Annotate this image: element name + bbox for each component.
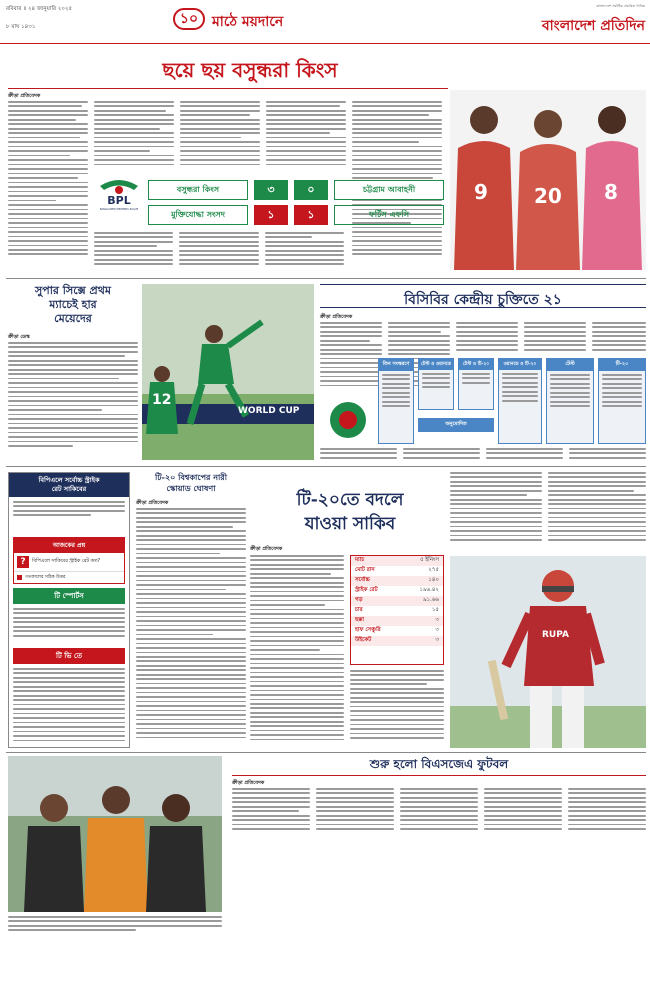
stats-label: সর্বোচ্চ bbox=[355, 577, 370, 583]
page-number-badge bbox=[173, 8, 205, 30]
kings-players-photo bbox=[450, 90, 646, 270]
score-row-1-away: চট্টগ্রাম আবাহনী bbox=[334, 180, 444, 200]
logo-text: বাংলাদেশ প্রতিদিন bbox=[541, 18, 645, 34]
contracts-body-5 bbox=[592, 322, 646, 354]
question-label: আজকের প্রশ্ন bbox=[14, 538, 124, 553]
shakib-stats-table bbox=[350, 555, 444, 665]
contracts-body-bottom bbox=[320, 448, 646, 462]
section-title: মাঠে ময়দানে bbox=[212, 14, 284, 30]
bpl-box-body bbox=[9, 497, 129, 533]
women-headline-line-1: সুপার সিক্সে প্রথম bbox=[35, 284, 111, 297]
contracts-approved-badge: অনুমোদিত bbox=[418, 418, 494, 432]
tv-label bbox=[13, 648, 125, 664]
score-row-1-away-score: ০ bbox=[294, 180, 328, 200]
stats-label: ছক্কা bbox=[355, 617, 364, 623]
contracts-body-1 bbox=[320, 322, 382, 394]
stats-value: ৯১.৬৬ bbox=[422, 597, 439, 603]
stats-row bbox=[351, 586, 443, 596]
answer-label: গতকালের সঠিক উত্তর bbox=[25, 575, 66, 580]
jersey-number-2: 20 bbox=[534, 184, 562, 208]
lead-column-lower bbox=[94, 232, 344, 274]
contracts-col-1 bbox=[378, 358, 414, 444]
stats-row bbox=[351, 556, 443, 566]
stats-value: ১৯৬.৪২ bbox=[419, 587, 439, 593]
score-row-2-home: মুক্তিযোদ্ধা সংসদ bbox=[148, 205, 248, 225]
shakib-body-3 bbox=[450, 472, 542, 550]
women-story-headline bbox=[8, 284, 138, 326]
contracts-col-3-header: টেস্ট ও টি-২০ bbox=[459, 359, 493, 370]
contracts-col-6-header: টি-২০ bbox=[599, 359, 645, 371]
stats-value: ৫ ইনিংস bbox=[419, 557, 439, 563]
stats-value: ২৭৫ bbox=[428, 567, 439, 573]
answer-row bbox=[14, 571, 124, 583]
contracts-headline: বিসিবির কেন্দ্রীয় চুক্তিতে ২১ bbox=[404, 292, 562, 308]
lead-column-1 bbox=[8, 101, 88, 269]
referees-caption bbox=[8, 916, 222, 942]
contracts-col-2-header: টেস্ট ও ওয়ানডে bbox=[419, 359, 453, 370]
contracts-col-2 bbox=[418, 358, 454, 410]
date-bangla: ৮ মাঘ ১৪৩১ bbox=[6, 24, 36, 30]
stats-value: ৩ bbox=[435, 617, 439, 623]
contracts-table bbox=[378, 358, 646, 444]
date-line bbox=[6, 6, 156, 32]
bpl-info-box bbox=[8, 472, 130, 748]
bpl-logo bbox=[94, 176, 144, 216]
contracts-col-4 bbox=[498, 358, 542, 444]
masthead bbox=[0, 0, 650, 44]
contracts-body-4 bbox=[524, 322, 586, 354]
stats-row bbox=[351, 566, 443, 576]
tv-schedule bbox=[9, 668, 129, 754]
score-row-2-home-score: ১ bbox=[254, 205, 288, 225]
bcb-logo-icon bbox=[324, 398, 372, 442]
shakib-photo bbox=[450, 556, 646, 748]
shakib-body-1 bbox=[250, 555, 344, 749]
shakib-batting-illustration bbox=[450, 556, 646, 748]
score-row-2-away: ফর্টিস এফসি bbox=[334, 205, 444, 225]
jersey-number-3: 8 bbox=[604, 180, 618, 204]
score-row-1-home-score: ৩ bbox=[254, 180, 288, 200]
women-photo-jersey: 12 bbox=[152, 392, 172, 408]
stats-row bbox=[351, 626, 443, 636]
football-headline: শুরু হলো বিএসজেএ ফুটবল bbox=[369, 757, 509, 771]
shakib-body-4 bbox=[548, 472, 646, 550]
lead-column-2 bbox=[94, 101, 174, 171]
women-story-byline: ক্রীড়া ডেস্ক bbox=[8, 334, 30, 340]
scorecard bbox=[148, 180, 444, 226]
stats-label: ম্যাচ bbox=[355, 557, 365, 563]
womens-t20-headline-1: টি-২০ বিশ্বকাপের নারী bbox=[155, 472, 227, 482]
stats-row bbox=[351, 616, 443, 626]
shakib-byline: ক্রীড়া প্রতিবেদক bbox=[250, 546, 283, 552]
stats-row bbox=[351, 576, 443, 586]
football-byline: ক্রীড়া প্রতিবেদক bbox=[232, 780, 265, 786]
score-row-2-away-score: ১ bbox=[294, 205, 328, 225]
score-row-1 bbox=[148, 180, 444, 200]
shakib-stats bbox=[351, 556, 443, 646]
stats-value: ১৫ bbox=[431, 607, 439, 613]
stats-label: গড় bbox=[355, 597, 363, 603]
shakib-body-2 bbox=[350, 670, 444, 748]
stats-label: স্ট্রাইক রেট bbox=[355, 587, 378, 593]
contracts-col-6 bbox=[598, 358, 646, 444]
t-sports-schedule bbox=[9, 608, 129, 644]
question-section bbox=[13, 537, 125, 584]
referees-photo bbox=[8, 756, 222, 912]
shakib-headline-2: যাওয়া সাকিব bbox=[304, 514, 396, 534]
lead-headline: ছয়ে ছয় বসুন্ধরা কিংস bbox=[162, 58, 338, 82]
women-headline-line-3: মেয়েদের bbox=[54, 312, 92, 325]
shakib-shirt-text: RUPA bbox=[542, 630, 569, 640]
section-divider-2 bbox=[6, 466, 646, 467]
shakib-headline bbox=[250, 488, 450, 536]
score-row-1-home: বসুন্ধরা কিংস bbox=[148, 180, 248, 200]
section-divider-1 bbox=[6, 278, 646, 279]
football-headline-rule bbox=[232, 775, 646, 776]
stats-value: ১৪০ bbox=[428, 577, 439, 583]
jersey-number-1: 9 bbox=[474, 180, 488, 204]
page-number: ১০ bbox=[179, 11, 199, 27]
women-story-body bbox=[8, 342, 138, 460]
contracts-headline-box bbox=[320, 284, 646, 308]
lead-headline-rule bbox=[8, 88, 448, 89]
stats-label: উইকেট bbox=[355, 637, 372, 643]
women-cricket-photo bbox=[142, 284, 314, 460]
date-gregorian: রবিবার ॥ ২৪ জানুয়ারি ২০২৫ bbox=[6, 6, 73, 12]
referees-illustration bbox=[8, 756, 222, 912]
lead-column-4 bbox=[266, 101, 346, 171]
football-body bbox=[232, 788, 646, 942]
newspaper-logo bbox=[520, 4, 645, 40]
womens-t20-headline-2: স্কোয়াড ঘোষণা bbox=[166, 483, 216, 493]
bpl-logo-subtext: BANGLADESH PREMIER LEAGUE bbox=[99, 208, 139, 211]
bpl-box-title bbox=[9, 473, 129, 497]
bpl-box-title-1: বিপিএলে সর্বোচ্চ স্ট্রাইক bbox=[38, 476, 100, 484]
logo-tagline: বাংলাদেশে সর্বাধিক প্রচারিত দৈনিক bbox=[596, 4, 645, 8]
women-headline-line-2: ম্যাচেই হার bbox=[49, 298, 97, 311]
t-sports-label-text: টি স্পোর্টস bbox=[54, 592, 84, 600]
womens-t20-body bbox=[136, 508, 246, 748]
section-divider-3 bbox=[6, 752, 646, 753]
stats-value: ৩ bbox=[435, 627, 439, 633]
question-text: বিপিএলে সাকিবের স্ট্রাইক রেট কত? bbox=[32, 559, 101, 564]
contracts-col-1-header: তিন সংস্করণে bbox=[379, 359, 413, 371]
tv-label-text: টি ভি তে bbox=[55, 652, 82, 660]
stats-label: মোট রান bbox=[355, 567, 375, 573]
answer-bullet-icon bbox=[17, 575, 22, 580]
t-sports-label bbox=[13, 588, 125, 604]
womens-t20-byline: ক্রীড়া প্রতিবেদক bbox=[136, 500, 169, 506]
stats-row bbox=[351, 606, 443, 616]
stats-row bbox=[351, 596, 443, 606]
question-mark-icon: ? bbox=[17, 556, 29, 568]
womens-t20-headline bbox=[136, 472, 246, 494]
contracts-col-5-header: টেস্ট bbox=[547, 359, 593, 371]
contracts-col-5 bbox=[546, 358, 594, 444]
bpl-logo-text: BPL bbox=[107, 194, 131, 207]
stats-row bbox=[351, 636, 443, 646]
women-photo-banner: WORLD CUP bbox=[238, 406, 300, 416]
score-row-2 bbox=[148, 205, 444, 225]
lead-column-3 bbox=[180, 101, 260, 171]
contracts-byline: ক্রীড়া প্রতিবেদক bbox=[320, 314, 353, 320]
stats-label: হাফ সেঞ্চুরি bbox=[355, 627, 381, 633]
lead-byline: ক্রীড়া প্রতিবেদক bbox=[8, 93, 41, 99]
shakib-headline-1: টি-২০তে বদলে bbox=[296, 490, 404, 510]
contracts-col-3 bbox=[458, 358, 494, 410]
stats-value: ৩ bbox=[435, 637, 439, 643]
bpl-box-title-2: রেট সাকিবের bbox=[51, 485, 87, 493]
women-cricket-illustration bbox=[142, 284, 314, 460]
contracts-body-3 bbox=[456, 322, 518, 354]
stats-label: চার bbox=[355, 607, 363, 613]
contracts-col-4-header: ওয়ানডে ও টি-২০ bbox=[499, 359, 541, 370]
bcb-logo bbox=[324, 398, 372, 442]
